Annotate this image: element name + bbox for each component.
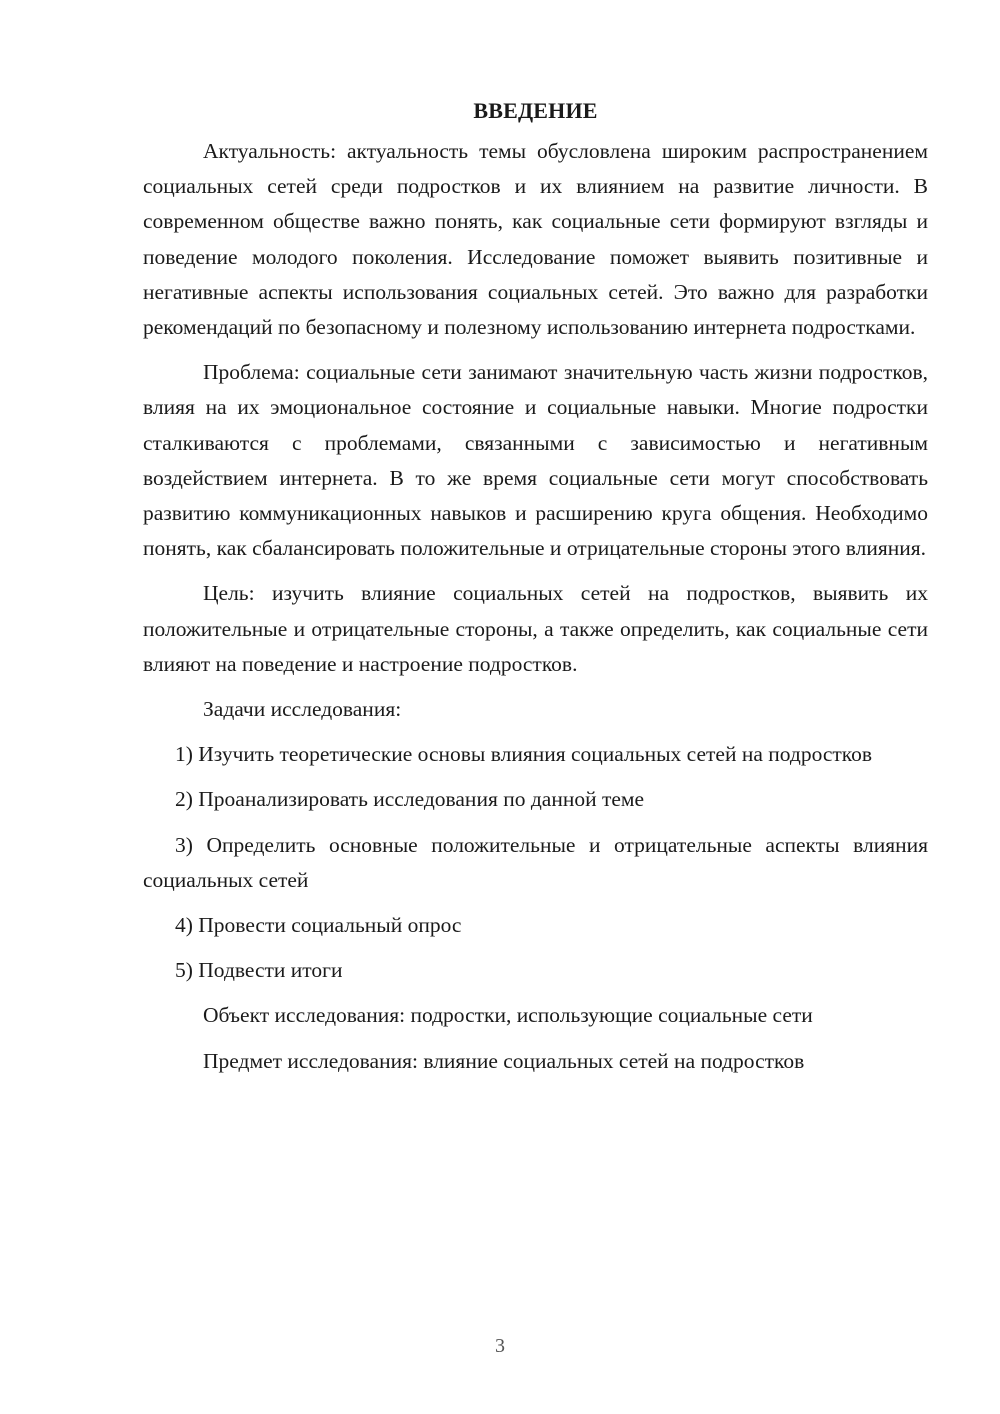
relevance-paragraph: Актуальность: актуальность темы обусловлена широким распространением социальных сетей среди подростков и их влиянием на развитие личности. В современном обществе важно понять, как социальные сети формируют взгляды и поведение молодого поколения. Исследование поможет выявить позитивные и негативные аспекты использования социальных сетей. Это важно для разработки рекомендаций по безопасному и полезному использованию интернета подростками. <box>143 139 928 340</box>
task-item: 4) Провести социальный опрос <box>175 913 462 938</box>
tasks-heading: Задачи исследования: <box>203 697 402 722</box>
research-object: Объект исследования: подростки, использующие социальные сети <box>203 1003 813 1028</box>
goal-paragraph: Цель: изучить влияние социальных сетей на подростков, выявить их положительные и отрицательные стороны, а также определить, как социальные сети влияют на поведение и настроение подростков. <box>143 581 928 676</box>
problem-paragraph: Проблема: социальные сети занимают значительную часть жизни подростков, влияя на их эмоциональное состояние и социальные навыки. Многие подростки сталкиваются с проблемами, связанными с зависимостью и негативным воздействием интернета. В то же время социальные сети могут способствовать развитию коммуникационных навыков и расширению круга общения. Необходимо понять, как сбалансировать положительные и отрицательные стороны этого влияния. <box>143 360 928 561</box>
task-item: 1) Изучить теоретические основы влияния социальных сетей на подростков <box>175 742 873 767</box>
research-subject: Предмет исследования: влияние социальных сетей на подростков <box>203 1048 805 1073</box>
task-item: 2) Проанализировать исследования по данной теме <box>175 787 645 812</box>
document-page <box>143 96 928 1089</box>
task-item: 5) Подвести итоги <box>175 958 343 983</box>
page-number: 3 <box>495 1335 505 1357</box>
task-item: 3) Определить основные положительные и отрицательные аспекты влияния социальных сетей <box>143 832 928 892</box>
section-title: ВВЕДЕНИЕ <box>473 98 598 123</box>
